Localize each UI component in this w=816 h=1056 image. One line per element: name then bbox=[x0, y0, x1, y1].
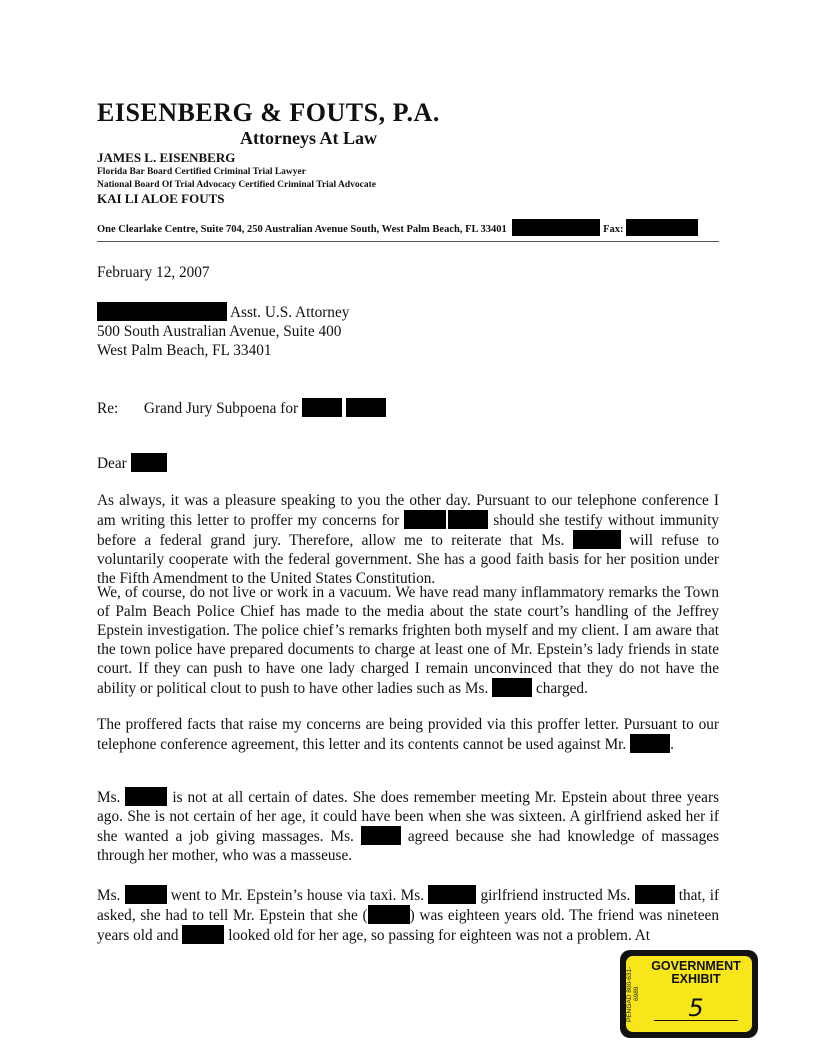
redaction-client-name-7 bbox=[635, 885, 675, 904]
recipient-line-2: 500 South Australian Avenue, Suite 400 bbox=[97, 323, 342, 340]
re-label: Re: bbox=[97, 400, 119, 417]
stamp-label bbox=[626, 956, 752, 1032]
letterhead-divider bbox=[97, 241, 719, 242]
redaction-client-name-6 bbox=[428, 885, 476, 904]
attorney-name-1: JAMES L. EISENBERG bbox=[97, 150, 236, 165]
paragraph-4-text-a: Ms. bbox=[97, 789, 121, 806]
redaction-client-name bbox=[573, 530, 621, 549]
paragraph-4 bbox=[97, 787, 719, 865]
government-exhibit-stamp bbox=[620, 950, 758, 1038]
re-line bbox=[97, 398, 386, 418]
paragraph-1-text-c: will refuse to voluntarily cooperate with the federal government. She has a good faith basis for her position under the Fifth Amendment to the United States Constitution. bbox=[97, 532, 720, 587]
salutation bbox=[97, 453, 167, 473]
redaction-client-name-2 bbox=[492, 678, 532, 697]
certification-1: Florida Bar Board Certified Criminal Trial Lawyer bbox=[97, 167, 306, 177]
recipient-title: Asst. U.S. Attorney bbox=[229, 304, 350, 321]
attorney-name-2: KAI LI ALOE FOUTS bbox=[97, 191, 225, 206]
paragraph-4-text-c: agreed because she had knowledge of massages through her mother, who was a masseuse. bbox=[97, 828, 719, 864]
redaction-client-name-8 bbox=[368, 905, 410, 924]
paragraph-4-text-b: is not at all certain of dates. She does remember meeting Mr. Epstein about three years ago. She is not certain of her age, it could have been when she was sixteen. A girlfriend asked her if she wanted a job giving massages. Ms. bbox=[97, 789, 720, 845]
salutation-text: Dear bbox=[97, 455, 127, 472]
firm-address-line bbox=[97, 219, 698, 236]
re-text: Grand Jury Subpoena for bbox=[143, 400, 299, 417]
paragraph-5-text-e: ) was eighteen years old. The friend was nineteen years old and bbox=[97, 907, 719, 944]
paragraph-5-text-d: that, if asked, she had to tell Mr. Epstein that she ( bbox=[97, 887, 720, 924]
firm-address: One Clearlake Centre, Suite 704, 250 Australian Avenue South, West Palm Beach, FL 33401 bbox=[97, 224, 507, 235]
paragraph-1-text-b: should she testify without immunity before a federal grand jury. Therefore, allow me to reiterate that Ms. bbox=[97, 512, 719, 549]
firm-subtitle: Attorneys At Law bbox=[240, 128, 377, 148]
stamp-title: GOVERNMENT EXHIBIT bbox=[651, 959, 741, 986]
recipient-block bbox=[97, 302, 349, 360]
firm-name: EISENBERG & FOUTS, P.A. bbox=[97, 98, 440, 127]
exhibit-number: 5 bbox=[688, 994, 704, 1022]
paragraph-2 bbox=[97, 583, 719, 698]
redaction-mr-name bbox=[630, 734, 670, 753]
redaction-client-name-4 bbox=[361, 826, 401, 845]
paragraph-5-text-f: looked old for her age, so passing for eighteen was not a problem. At bbox=[228, 927, 651, 944]
paragraph-3-text-b: . bbox=[670, 736, 674, 753]
paragraph-5-text-b: went to Mr. Epstein’s house via taxi. Ms. bbox=[170, 887, 425, 904]
redaction-client-name-3 bbox=[125, 787, 167, 806]
paragraph-5 bbox=[97, 885, 719, 945]
redaction-client-name-5 bbox=[125, 885, 167, 904]
paragraph-5-text-c: girlfriend instructed Ms. bbox=[480, 887, 631, 904]
redaction-client-first bbox=[404, 510, 446, 529]
recipient-line-3: West Palm Beach, FL 33401 bbox=[97, 342, 272, 359]
fax-label: Fax: bbox=[603, 224, 624, 235]
paragraph-3 bbox=[97, 715, 719, 754]
redaction-fax bbox=[626, 219, 698, 236]
certification-2: National Board Of Trial Advocacy Certified Criminal Trial Advocate bbox=[97, 180, 376, 190]
paragraph-1 bbox=[97, 491, 719, 588]
redaction-subject-last bbox=[346, 398, 386, 417]
recipient-line-1 bbox=[97, 302, 349, 322]
letter-date: February 12, 2007 bbox=[97, 264, 210, 281]
redaction-subject-first bbox=[302, 398, 342, 417]
stamp-underline bbox=[654, 1020, 738, 1021]
redaction-client-name-9 bbox=[182, 925, 224, 944]
paragraph-1-text-a: As always, it was a pleasure speaking to you the other day. Pursuant to our telephone conference I am writing this letter to proffer my concerns for bbox=[97, 492, 719, 529]
redaction-recipient-name bbox=[97, 302, 227, 321]
redaction-client-last bbox=[448, 510, 488, 529]
paragraph-2-text-b: charged. bbox=[535, 680, 588, 697]
redaction-salutation-name bbox=[131, 453, 167, 472]
paragraph-2-text-a: We, of course, do not live or work in a vacuum. We have read many inflammatory remarks the Town of Palm Beach Police Chief has made to the media about the state court’s handling of the Jeffrey Epstein investigation. The police chief’s remarks frighten both myself and my client. I am aware that the town police have prepared documents to charge at least one of Mr. Epstein’s lady friends in state court. If they can push to have one lady charged I remain unconvinced that they do not have the ability or political clout to push to have other ladies such as Ms. bbox=[97, 584, 719, 697]
paragraph-3-text-a: The proffered facts that raise my concerns are being provided via this proffer letter. Pursuant to our telephone conference agreement, this letter and its contents cannot be used against Mr. bbox=[97, 716, 719, 753]
stamp-side-text: PENGAD 800-631-6989 bbox=[626, 966, 640, 1022]
paragraph-5-text-a: Ms. bbox=[97, 887, 121, 904]
redaction-phone bbox=[512, 219, 600, 236]
